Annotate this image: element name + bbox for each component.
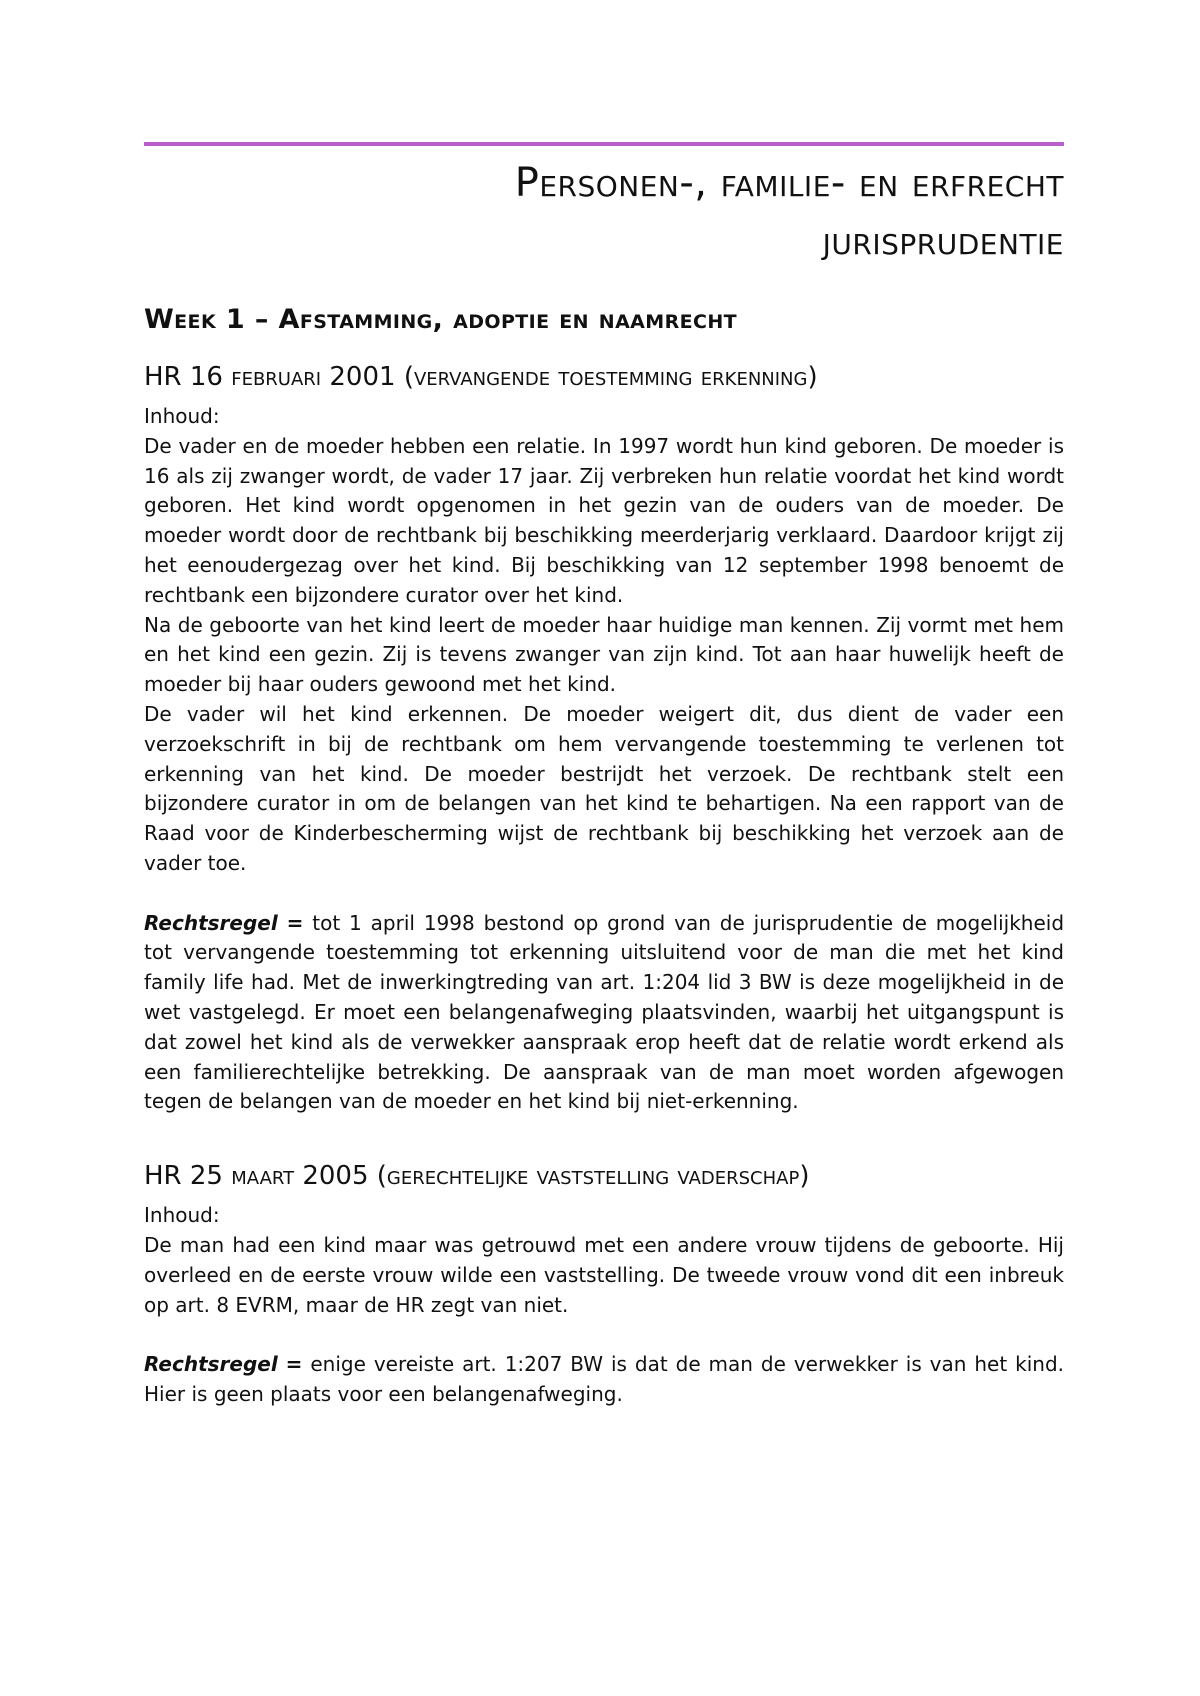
rechtsregel-text: tot 1 april 1998 bestond op grond van de jurisprudentie de mogelijkheid tot vervangende toestemming tot erkenning uitsluitend voor de man die met het kind family life had. Met de inwerkingtreding van art. 1:204 lid 3 BW is deze mogelijkheid in de wet vastgelegd. Er moet een belangenafweging plaatsvinden, waarbij het uitgangspunt is dat zowel het kind als de verwekker aanspraak erop heeft dat de relatie wordt erkend als een familierechtelijke betrekking. De aanspraak van de man moet worden afgewogen tegen de belangen van de moeder en het kind bij niet-erkenning.: [144, 910, 1065, 1114]
inhoud-label: Inhoud:: [144, 1203, 220, 1228]
case-body: [144, 1201, 1064, 1410]
document-title-line1: Personen-, familie- en erfrecht: [514, 160, 1064, 206]
document-title: [144, 154, 1064, 270]
case-heading: HR 25 maart 2005 (gerechtelijke vaststelling vaderschap): [144, 1161, 810, 1192]
rechtsregel-text: enige vereiste art. 1:207 BW is dat de man de verwekker is van het kind. Hier is geen plaats voor een belangenafweging.: [144, 1352, 1064, 1406]
rechtsregel-equals: =: [286, 910, 304, 935]
inhoud-label: Inhoud:: [144, 404, 220, 428]
case-section: [144, 358, 1064, 1117]
case-section: [144, 1157, 1064, 1410]
rechtsregel-paragraph: [144, 909, 1064, 1118]
rechtsregel-label: Rechtsregel: [144, 1352, 278, 1377]
document-page: [144, 142, 1064, 1410]
case-paragraph: Na de geboorte van het kind leert de moeder haar huidige man kennen. Zij vormt met hem en het kind een gezin. Zij is tevens zwanger van zijn kind. Tot aan haar huwelijk heeft de moeder bij haar ouders gewoond met het kind.: [144, 612, 1064, 697]
rechtsregel-label: Rechtsregel: [144, 910, 278, 935]
case-paragraph: De man had een kind maar was getrouwd met een andere vrouw tijdens de geboorte. Hij overleed en de eerste vrouw wilde een vaststelling. De tweede vrouw vond dit een inbreuk op art. 8 EVRM, maar de HR zegt van niet.: [144, 1232, 1064, 1317]
header-rule: [144, 142, 1064, 146]
case-heading: HR 16 februari 2001 (vervangende toestemming erkenning): [144, 362, 818, 392]
case-body: [144, 402, 1064, 1117]
document-title-line2: jurisprudentie: [822, 218, 1064, 264]
week-heading: Week 1 – Afstamming, adoptie en naamrecht: [144, 304, 738, 335]
case-paragraph: De vader wil het kind erkennen. De moeder weigert dit, dus dient de vader een verzoekschrift in bij de rechtbank om hem vervangende toestemming te verlenen tot erkenning van het kind. De moeder bestrijdt het verzoek. De rechtbank stelt een bijzondere curator in om de belangen van het kind te behartigen. Na een rapport van de Raad voor de Kinderbescherming wijst de rechtbank bij beschikking het verzoek aan de vader toe.: [144, 701, 1064, 875]
case-paragraph: De vader en de moeder hebben een relatie. In 1997 wordt hun kind geboren. De moeder is 16 als zij zwanger wordt, de vader 17 jaar. Zij verbreken hun relatie voordat het kind wordt geboren. Het kind wordt opgenomen in het gezin van de ouders van de moeder. De moeder wordt door de rechtbank bij beschikking meerderjarig verklaard. Daardoor krijgt zij het eenoudergezag over het kind. Bij beschikking van 12 september 1998 benoemt de rechtbank een bijzondere curator over het kind.: [144, 433, 1064, 607]
rechtsregel-equals: =: [285, 1352, 303, 1377]
rechtsregel-paragraph: [144, 1350, 1064, 1410]
